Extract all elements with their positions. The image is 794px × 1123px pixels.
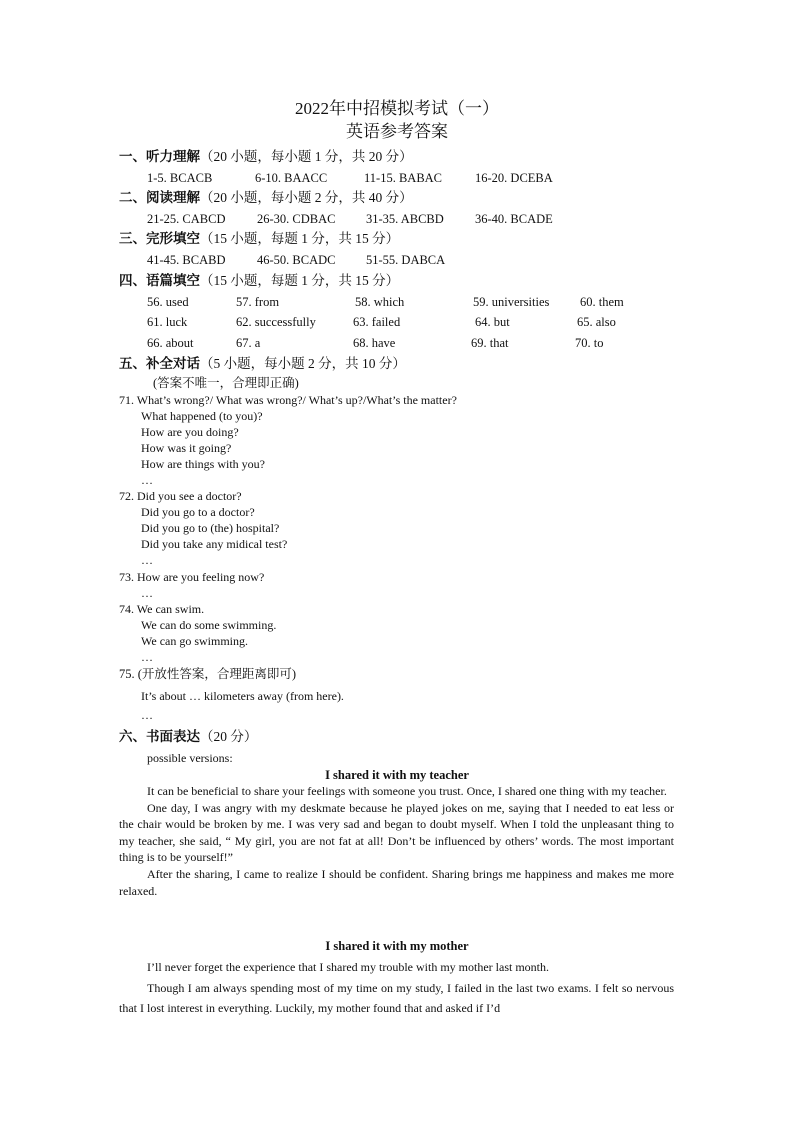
dialog-line: … (141, 650, 153, 664)
section-1-title: 一、听力理解 (119, 149, 200, 164)
dialog-line: How was it going? (141, 441, 232, 455)
section-6-note: （20 分） (200, 729, 258, 744)
section-1-note: （20 小题，每小题 1 分，共 20 分） (200, 149, 413, 164)
dialog-line: … (141, 473, 153, 487)
fill-answer: 58. which (355, 295, 405, 309)
dialog-line: … (141, 708, 153, 722)
answer-group: 46-50. BCADC (257, 253, 336, 267)
section-3-note: （15 小题，每题 1 分，共 15 分） (200, 231, 400, 246)
section-3-heading (119, 230, 399, 248)
section-3-title: 三、完形填空 (119, 231, 200, 246)
dialog-line: 71. What’s wrong?/ What was wrong?/ What’s up?/What’s the matter? (119, 393, 457, 407)
section-4-note: （15 小题，每题 1 分，共 15 分） (200, 273, 400, 288)
dialog-line: Did you go to (the) hospital? (141, 521, 280, 535)
essay-paragraph: After the sharing, I came to realize I should be confident. Sharing brings me happiness and makes me more relaxed. (119, 866, 674, 898)
fill-answer: 60. them (580, 295, 624, 309)
section-5-title: 五、补全对话 (119, 356, 200, 371)
dialog-line: Did you take any midical test? (141, 537, 288, 551)
answer-group: 41-45. BCABD (147, 253, 226, 267)
essay-2 (119, 957, 674, 1019)
fill-answer: 61. luck (147, 315, 188, 329)
fill-answer: 70. to (575, 336, 604, 350)
dialog-line: 72. Did you see a doctor? (119, 489, 242, 503)
fill-answer: 66. about (147, 336, 194, 350)
answer-group: 31-35. ABCBD (366, 212, 444, 226)
section-3-answers (0, 251, 794, 269)
answer-group: 6-10. BAACC (255, 171, 328, 185)
fill-answer: 56. used (147, 295, 189, 309)
fill-answer: 57. from (236, 295, 280, 309)
fill-answer: 63. failed (353, 315, 401, 329)
section-5-remark: (答案不唯一，合理即正确) (153, 376, 299, 390)
section-4-row (0, 293, 794, 311)
versions-label: possible versions: (147, 751, 233, 765)
fill-answer: 68. have (353, 336, 396, 350)
answer-group: 21-25. CABCD (147, 212, 226, 226)
section-2-heading (119, 189, 413, 207)
dialog-line: Did you go to a doctor? (141, 505, 255, 519)
section-4-title: 四、语篇填空 (119, 273, 200, 288)
section-1-heading (119, 148, 413, 166)
dialog-line: It’s about … kilometers away (from here). (141, 689, 344, 703)
fill-answer: 67. a (236, 336, 261, 350)
essay-paragraph: It can be beneficial to share your feelings with someone you trust. Once, I shared one thing with my teacher. (147, 784, 667, 798)
fill-answer: 65. also (577, 315, 616, 329)
section-6-title: 六、书面表达 (119, 729, 200, 744)
fill-answer: 69. that (471, 336, 509, 350)
dialog-line: We can go swimming. (141, 634, 249, 648)
fill-answer: 64. but (475, 315, 510, 329)
dialog-line: What happened (to you)? (141, 409, 263, 423)
essay-paragraph: One day, I was angry with my deskmate because he played jokes on me, saying that I needed to eat less or the chair would be broken by me. I was very sad and began to doubt myself. When I told the unpleasant thing to my teacher, she said, “ My girl, you are not fat at all! Don’t be influenced by others’ words. The most important thing is to be yourself!” (119, 800, 674, 865)
dialog-line: … (141, 553, 153, 567)
essay-paragraph: I’ll never forget the experience that I shared my trouble with my mother last month. (147, 960, 549, 974)
dialog-line: We can do some swimming. (141, 618, 277, 632)
essay-1 (119, 783, 674, 899)
section-4-row (0, 334, 794, 352)
section-2-title: 二、阅读理解 (119, 190, 200, 205)
essay-1-title: I shared it with my teacher (325, 768, 469, 782)
section-5-note: （5 小题，每小题 2 分，共 10 分） (200, 356, 406, 371)
essay-paragraph: Though I am always spending most of my time on my study, I failed in the last two exams. I felt so nervous that I lost interest in everything. Luckily, my mother found that and asked if I’d (119, 980, 674, 1015)
dialog-line: How are you doing? (141, 425, 239, 439)
answer-group: 1-5. BCACB (147, 171, 213, 185)
answer-group: 26-30. CDBAC (257, 212, 336, 226)
section-5-heading (119, 355, 406, 373)
section-4-row (0, 313, 794, 331)
section-2-answers (0, 210, 794, 228)
section-2-note: （20 小题，每小题 2 分，共 40 分） (200, 190, 413, 205)
page-title: 2022年中招模拟考试（一） (295, 99, 499, 118)
section-4-heading (119, 272, 399, 290)
answer-group: 51-55. DABCA (366, 253, 446, 267)
dialog-line: 73. How are you feeling now? (119, 570, 265, 584)
dialog-line: 74. We can swim. (119, 602, 205, 616)
dialog-line: 75. (开放性答案，合理距离即可) (119, 667, 297, 681)
answer-group: 11-15. BABAC (364, 171, 443, 185)
fill-answer: 62. successfully (236, 315, 316, 329)
page-subtitle: 英语参考答案 (346, 122, 448, 141)
dialog-line: How are things with you? (141, 457, 265, 471)
answer-group: 36-40. BCADE (475, 212, 553, 226)
fill-answer: 59. universities (473, 295, 550, 309)
dialog-line: … (141, 586, 153, 600)
answer-group: 16-20. DCEBA (475, 171, 553, 185)
section-1-answers (0, 169, 794, 187)
section-6-heading (119, 728, 257, 746)
essay-2-title: I shared it with my mother (325, 939, 469, 953)
